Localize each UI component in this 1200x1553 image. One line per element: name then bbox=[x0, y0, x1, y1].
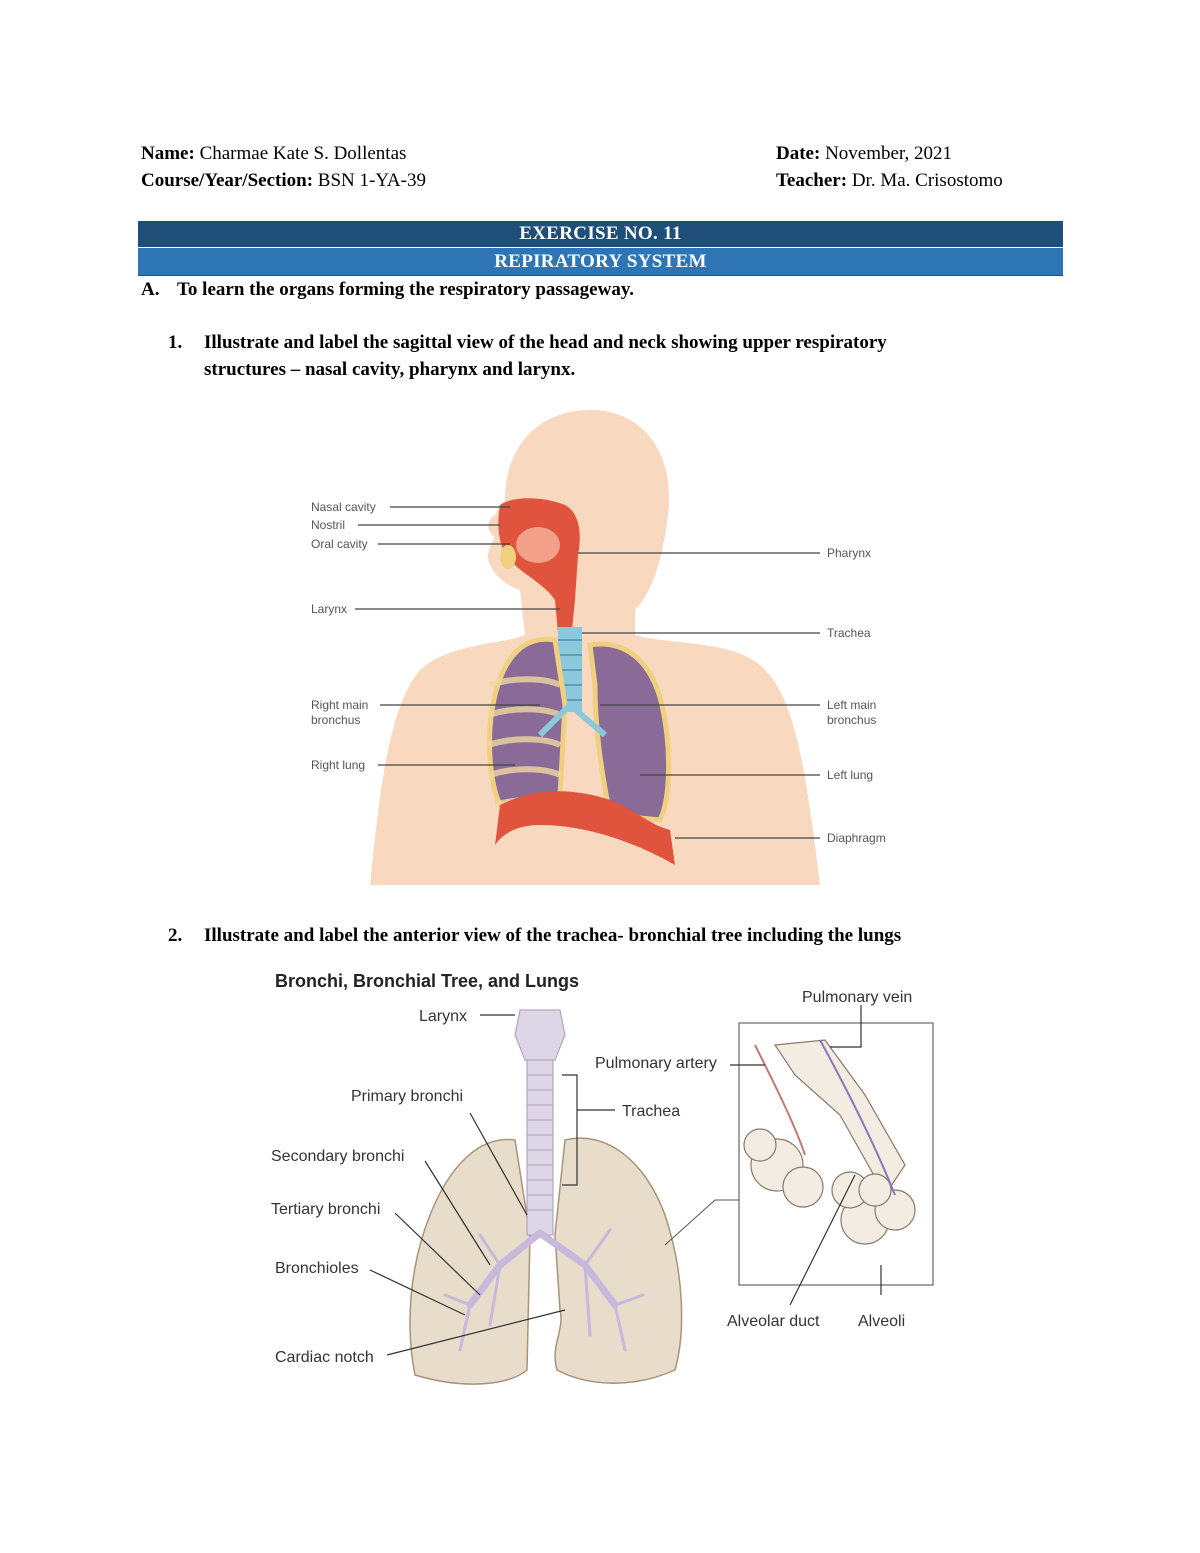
item-2-number: 2. bbox=[168, 925, 183, 946]
item-1-line-1: Illustrate and label the sagittal view of the head and neck showing upper respiratory bbox=[204, 332, 887, 353]
label-cardiac-notch: Cardiac notch bbox=[275, 1349, 374, 1366]
name-value: Charmae Kate S. Dollentas bbox=[199, 143, 407, 164]
label-pharynx: Pharynx bbox=[827, 546, 872, 560]
label-pulmonary-artery: Pulmonary artery bbox=[595, 1055, 717, 1072]
item-1-number: 1. bbox=[168, 332, 183, 353]
label-right-lung: Right lung bbox=[311, 758, 366, 772]
trachea-drawing bbox=[527, 1060, 553, 1235]
course-field bbox=[141, 168, 426, 194]
teacher-field bbox=[776, 168, 1003, 194]
label-alveoli: Alveoli bbox=[858, 1313, 906, 1330]
right-lung-drawing bbox=[410, 1139, 530, 1384]
label-primary-bronchi: Primary bronchi bbox=[351, 1088, 464, 1105]
label-right-main-bronchus-2: bronchus bbox=[311, 713, 361, 727]
name-label: Name: bbox=[141, 143, 195, 164]
label-larynx-2: Larynx bbox=[419, 1008, 468, 1025]
date-label: Date: bbox=[776, 143, 821, 164]
label-left-lung: Left lung bbox=[827, 768, 874, 782]
exercise-title-bar: EXERCISE NO. 11 bbox=[138, 221, 1063, 247]
item-1-line-2: structures – nasal cavity, pharynx and larynx. bbox=[204, 359, 576, 380]
label-larynx: Larynx bbox=[311, 602, 348, 616]
label-left-main-bronchus-2: bronchus bbox=[827, 713, 877, 727]
label-diaphragm: Diaphragm bbox=[827, 831, 886, 845]
respiratory-system-figure bbox=[290, 405, 920, 895]
bronchial-tree-figure bbox=[265, 965, 945, 1395]
alveolar-sacs-drawing bbox=[744, 1040, 915, 1244]
section-a-marker: A. bbox=[141, 279, 160, 300]
label-oral-cavity: Oral cavity bbox=[311, 537, 368, 551]
item-2-text: Illustrate and label the anterior view of the trachea- bronchial tree including the lungs bbox=[204, 925, 902, 946]
label-alveolar-duct: Alveolar duct bbox=[727, 1313, 820, 1330]
course-label: Course/Year/Section: bbox=[141, 170, 314, 191]
section-a-text: To learn the organs forming the respiratory passageway. bbox=[177, 279, 635, 300]
larynx-drawing bbox=[515, 1010, 565, 1060]
label-nostril: Nostril bbox=[311, 518, 346, 532]
label-nasal-cavity: Nasal cavity bbox=[311, 500, 376, 514]
date-field bbox=[776, 141, 952, 167]
label-tertiary-bronchi: Tertiary bronchi bbox=[271, 1201, 381, 1218]
figure-2-title: Bronchi, Bronchial Tree, and Lungs bbox=[275, 971, 580, 991]
label-left-main-bronchus-1: Left main bbox=[827, 698, 877, 712]
teacher-label: Teacher: bbox=[776, 170, 848, 191]
date-value: November, 2021 bbox=[825, 143, 952, 164]
label-right-main-bronchus-1: Right main bbox=[311, 698, 369, 712]
label-secondary-bronchi: Secondary bronchi bbox=[271, 1148, 405, 1165]
label-pulmonary-vein: Pulmonary vein bbox=[802, 989, 913, 1006]
label-bronchioles: Bronchioles bbox=[275, 1260, 359, 1277]
course-value: BSN 1-YA-39 bbox=[317, 170, 426, 191]
system-title-bar: REPIRATORY SYSTEM bbox=[138, 248, 1063, 276]
name-field bbox=[141, 141, 406, 167]
label-trachea: Trachea bbox=[827, 626, 871, 640]
teacher-value: Dr. Ma. Crisostomo bbox=[851, 170, 1003, 191]
label-trachea-2: Trachea bbox=[622, 1103, 681, 1120]
